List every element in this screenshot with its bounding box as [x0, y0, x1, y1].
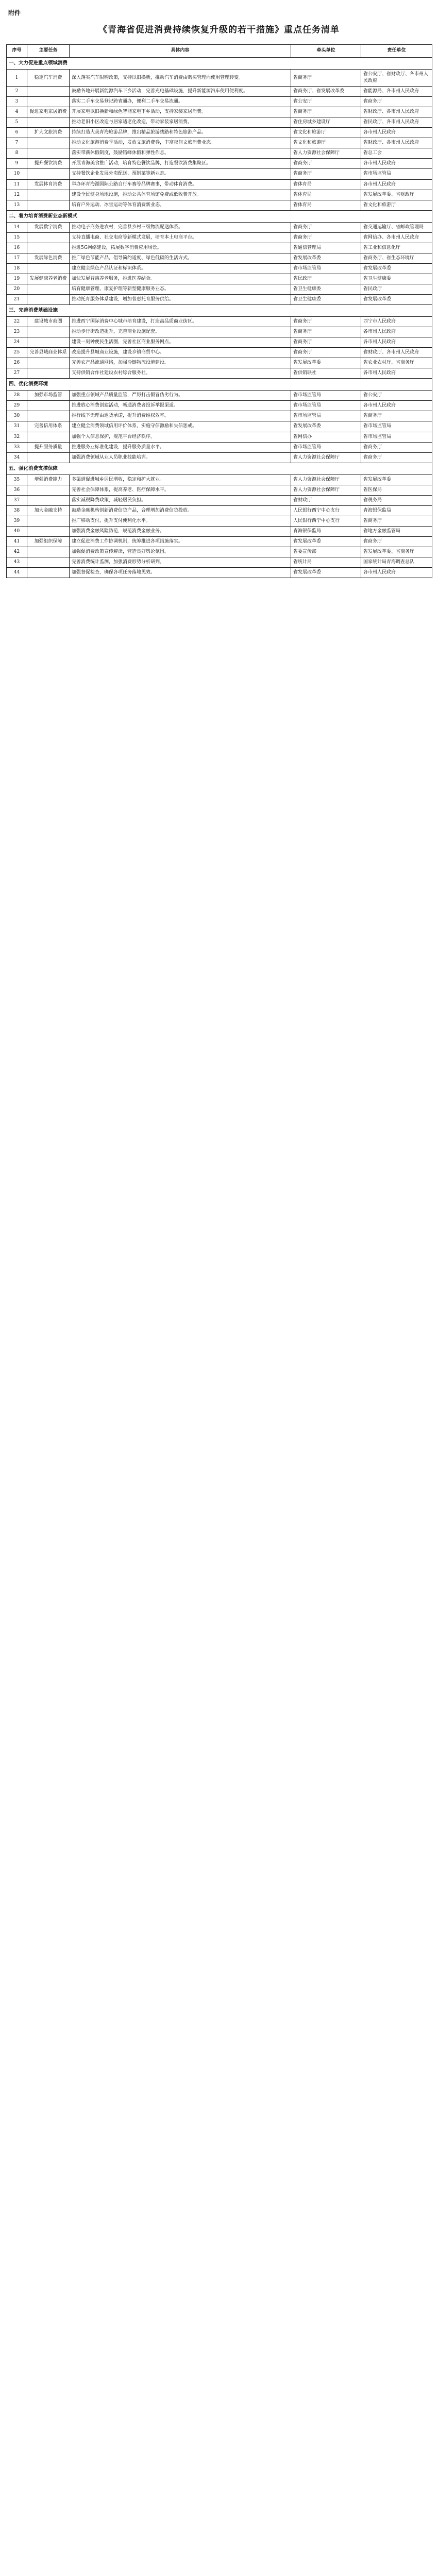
- row-lead-unit: 省市场监管局: [291, 401, 361, 411]
- section-heading: 一、大力促进重点领域消费: [7, 58, 432, 70]
- row-number: 24: [7, 337, 27, 348]
- row-lead-unit: 省商务厅: [291, 169, 361, 179]
- row-lead-unit: 省人力资源社会保障厅: [291, 474, 361, 485]
- row-content: 完善消费统计监测，加强消费形势分析研判。: [70, 557, 291, 568]
- table-row: [7, 190, 432, 200]
- row-task: 促进家电家居消费: [27, 107, 70, 117]
- row-responsible-unit: 省商务厅: [361, 411, 432, 421]
- row-lead-unit: 省卫生健康委: [291, 294, 361, 304]
- row-content: 建立促进消费工作协调机制，统筹推进各项措施落实。: [70, 536, 291, 547]
- row-responsible-unit: 省商务厅: [361, 452, 432, 463]
- row-lead-unit: 省文化和旅游厅: [291, 128, 361, 138]
- table-row: [7, 222, 432, 232]
- row-responsible-unit: 各市州人民政府: [361, 159, 432, 169]
- row-responsible-unit: 青海银保监局: [361, 505, 432, 516]
- row-lead-unit: 省商务厅: [291, 159, 361, 169]
- row-content: 推动步行街改造提升，完善商业设施配套。: [70, 327, 291, 337]
- table-row: [7, 547, 432, 557]
- row-content: 完善农产品流通网络，加强冷链物流设施建设。: [70, 358, 291, 368]
- row-lead-unit: 省发展改革委: [291, 253, 361, 263]
- attachment-label: 附件: [8, 9, 21, 16]
- table-row: [7, 107, 432, 117]
- row-number: 40: [7, 526, 27, 536]
- row-number: 6: [7, 128, 27, 138]
- row-number: 19: [7, 274, 27, 284]
- row-lead-unit: 省统计局: [291, 557, 361, 568]
- row-content: 支持直播电商、社交电商等新模式发展，培育本土电商平台。: [70, 232, 291, 243]
- row-content: 推动老旧小区改造与居家适老化改造，带动家装家居消费。: [70, 117, 291, 128]
- table-row: [7, 495, 432, 505]
- table-row: [7, 274, 432, 284]
- row-task: [27, 516, 70, 526]
- row-task: 提升服务质量: [27, 442, 70, 452]
- row-task: [27, 401, 70, 411]
- row-task: [27, 232, 70, 243]
- row-responsible-unit: 各市州人民政府: [361, 128, 432, 138]
- row-task: [27, 263, 70, 274]
- row-content: 开展青海美食推广活动，培育特色餐饮品牌，打造餐饮消费集聚区。: [70, 159, 291, 169]
- section-row: [7, 210, 432, 222]
- section-row: [7, 379, 432, 391]
- row-task: 完善县域商业体系: [27, 348, 70, 358]
- row-task: 加强组织保障: [27, 536, 70, 547]
- row-responsible-unit: 各市州人民政府: [361, 568, 432, 578]
- row-number: 42: [7, 547, 27, 557]
- row-content: 建立健全绿色产品认证和标识体系。: [70, 263, 291, 274]
- row-content: 鼓励各地开展新能源汽车下乡活动，完善充电基础设施，提升新能源汽车使用便利度。: [70, 87, 291, 97]
- row-responsible-unit: 省商务厅: [361, 97, 432, 107]
- row-responsible-unit: 省税务局: [361, 495, 432, 505]
- row-task: [27, 190, 70, 200]
- row-responsible-unit: 各市州人民政府: [361, 368, 432, 379]
- table-row: [7, 97, 432, 107]
- table-row: [7, 442, 432, 452]
- row-lead-unit: 省商务厅: [291, 327, 361, 337]
- row-content: 加强促消费政策宣传解读，营造良好舆论氛围。: [70, 547, 291, 557]
- row-task: 发展绿色消费: [27, 253, 70, 263]
- table-row: [7, 557, 432, 568]
- row-task: [27, 200, 70, 210]
- row-content: 落实二手车交易登记跨省通办，便利二手车交易流通。: [70, 97, 291, 107]
- row-responsible-unit: 省总工会: [361, 148, 432, 159]
- row-number: 30: [7, 411, 27, 421]
- row-responsible-unit: 国家统计局青海调查总队: [361, 557, 432, 568]
- row-number: 1: [7, 70, 27, 87]
- row-lead-unit: 省商务厅: [291, 337, 361, 348]
- row-task: [27, 547, 70, 557]
- header-task: 主要任务: [27, 45, 70, 58]
- row-number: 31: [7, 421, 27, 432]
- row-lead-unit: 省商务厅: [291, 222, 361, 232]
- table-row: [7, 516, 432, 526]
- document-title: 《青海省促进消费持续恢复升级的若干措施》重点任务清单: [98, 25, 340, 35]
- table-row: [7, 128, 432, 138]
- header-content: 具体内容: [70, 45, 291, 58]
- row-lead-unit: 省商务厅: [291, 317, 361, 327]
- row-number: 11: [7, 179, 27, 190]
- row-responsible-unit: 省商务厅: [361, 536, 432, 547]
- header-responsible-unit: 责任单位: [361, 45, 432, 58]
- table-row: [7, 200, 432, 210]
- table-row: [7, 452, 432, 463]
- row-content: 落实带薪休假制度，鼓励错峰休假和弹性作息。: [70, 148, 291, 159]
- row-content: 加强消费金融风险防范，规范消费金融业务。: [70, 526, 291, 536]
- row-responsible-unit: 省发展改革委、省商务厅: [361, 547, 432, 557]
- row-lead-unit: 省体育局: [291, 179, 361, 190]
- row-content: 鼓励金融机构创新消费信贷产品，合理增加消费信贷投放。: [70, 505, 291, 516]
- row-responsible-unit: 省卫生健康委: [361, 274, 432, 284]
- row-lead-unit: 省人力资源社会保障厅: [291, 148, 361, 159]
- row-content: 多渠道促进城乡居民增收，稳定和扩大就业。: [70, 474, 291, 485]
- row-number: 10: [7, 169, 27, 179]
- row-responsible-unit: 省医保局: [361, 485, 432, 495]
- row-content: 推广移动支付，提升支付便利化水平。: [70, 516, 291, 526]
- row-content: 推进服务业标准化建设，提升服务质量水平。: [70, 442, 291, 452]
- row-task: [27, 138, 70, 148]
- section-row: [7, 58, 432, 70]
- row-lead-unit: 省财政厅: [291, 495, 361, 505]
- row-task: [27, 97, 70, 107]
- table-row: [7, 391, 432, 401]
- row-responsible-unit: 省发展改革委、省财政厅: [361, 190, 432, 200]
- row-content: 加强重点领域产品质量监管，严厉打击假冒伪劣行为。: [70, 391, 291, 401]
- row-task: 稳定汽车消费: [27, 70, 70, 87]
- row-number: 15: [7, 232, 27, 243]
- row-number: 37: [7, 495, 27, 505]
- row-content: 改造提升县城商业设施，建设乡镇商贸中心。: [70, 348, 291, 358]
- row-task: 完善信用体系: [27, 421, 70, 432]
- row-task: 发展体育消费: [27, 179, 70, 190]
- row-number: 14: [7, 222, 27, 232]
- row-content: 培育健康管理、康复护理等新型健康服务业态。: [70, 284, 291, 294]
- row-content: 推动文化旅游消费季活动，发放文旅消费券，丰富夜间文旅消费业态。: [70, 138, 291, 148]
- row-responsible-unit: 省商务厅: [361, 442, 432, 452]
- row-responsible-unit: 省发展改革委: [361, 474, 432, 485]
- row-lead-unit: 省公安厅: [291, 97, 361, 107]
- row-lead-unit: 省人力资源社会保障厅: [291, 452, 361, 463]
- row-task: [27, 294, 70, 304]
- table-row: [7, 232, 432, 243]
- row-number: 18: [7, 263, 27, 274]
- row-lead-unit: 省文化和旅游厅: [291, 138, 361, 148]
- row-number: 25: [7, 348, 27, 358]
- task-list-table: [6, 44, 432, 578]
- row-task: [27, 452, 70, 463]
- row-number: 20: [7, 284, 27, 294]
- table-row: [7, 432, 432, 442]
- row-lead-unit: 青海银保监局: [291, 526, 361, 536]
- row-lead-unit: 人民银行西宁中心支行: [291, 505, 361, 516]
- row-content: 支持餐饮企业发展外卖配送、预制菜等新业态。: [70, 169, 291, 179]
- table-row: [7, 358, 432, 368]
- row-task: [27, 284, 70, 294]
- row-number: 41: [7, 536, 27, 547]
- row-responsible-unit: 省民政厅: [361, 284, 432, 294]
- row-task: [27, 169, 70, 179]
- row-content: 推进5G网络建设，拓展数字消费应用场景。: [70, 243, 291, 253]
- row-responsible-unit: 省市场监管局: [361, 169, 432, 179]
- row-content: 推广绿色节能产品，倡导简约适度、绿色低碳的生活方式。: [70, 253, 291, 263]
- row-content: 建设一刻钟便民生活圈，完善社区商业服务网点。: [70, 337, 291, 348]
- row-number: 21: [7, 294, 27, 304]
- row-number: 3: [7, 97, 27, 107]
- row-content: 加快发展普惠养老服务，推进医养结合。: [70, 274, 291, 284]
- row-task: [27, 411, 70, 421]
- row-lead-unit: 省民政厅: [291, 274, 361, 284]
- row-responsible-unit: 省商务厅: [361, 516, 432, 526]
- table-row: [7, 505, 432, 516]
- row-task: [27, 495, 70, 505]
- row-lead-unit: 省商务厅: [291, 232, 361, 243]
- table-row: [7, 474, 432, 485]
- table-row: [7, 263, 432, 274]
- row-lead-unit: 省市场监管局: [291, 411, 361, 421]
- row-responsible-unit: 省网信办、各市州人民政府: [361, 232, 432, 243]
- table-row: [7, 348, 432, 358]
- row-responsible-unit: 各市州人民政府: [361, 401, 432, 411]
- row-number: 9: [7, 159, 27, 169]
- row-content: 落实减税降费政策，减轻居民负担。: [70, 495, 291, 505]
- row-content: 建立健全消费领域信用评价体系，实施守信激励和失信惩戒。: [70, 421, 291, 432]
- row-number: 4: [7, 107, 27, 117]
- row-responsible-unit: 省民政厅、各市州人民政府: [361, 117, 432, 128]
- row-responsible-unit: 省市场监管局: [361, 421, 432, 432]
- row-responsible-unit: 省财政厅、各市州人民政府: [361, 107, 432, 117]
- table-row: [7, 337, 432, 348]
- row-responsible-unit: 西宁市人民政府: [361, 317, 432, 327]
- row-number: 26: [7, 358, 27, 368]
- row-content: 推动电子商务进农村，完善县乡村三级物流配送体系。: [70, 222, 291, 232]
- row-number: 32: [7, 432, 27, 442]
- table-row: [7, 411, 432, 421]
- row-number: 44: [7, 568, 27, 578]
- row-responsible-unit: 省财政厅、各市州人民政府: [361, 138, 432, 148]
- row-content: 加强消费领域从业人员职业技能培训。: [70, 452, 291, 463]
- row-responsible-unit: 省市场监管局: [361, 432, 432, 442]
- row-lead-unit: 省发展改革委: [291, 568, 361, 578]
- row-content: 支持供销合作社建设农村综合服务社。: [70, 368, 291, 379]
- row-lead-unit: 省商务厅: [291, 107, 361, 117]
- row-number: 28: [7, 391, 27, 401]
- row-number: 38: [7, 505, 27, 516]
- table-row: [7, 284, 432, 294]
- row-responsible-unit: 省工业和信息化厅: [361, 243, 432, 253]
- row-content: 推进放心消费创建活动，畅通消费者投诉举报渠道。: [70, 401, 291, 411]
- row-content: 建设全民健身场地设施，推动公共体育场馆免费或低收费开放。: [70, 190, 291, 200]
- row-number: 29: [7, 401, 27, 411]
- row-lead-unit: 省商务厅、省发展改革委: [291, 87, 361, 97]
- row-content: 完善社会保障体系，提高养老、医疗保障水平。: [70, 485, 291, 495]
- row-task: 建设城市商圈: [27, 317, 70, 327]
- row-task: 增强消费能力: [27, 474, 70, 485]
- table-row: [7, 148, 432, 159]
- row-content: 举办环青海湖国际公路自行车赛等品牌赛事，带动体育消费。: [70, 179, 291, 190]
- table-row: [7, 117, 432, 128]
- row-responsible-unit: 省地方金融监管局: [361, 526, 432, 536]
- row-lead-unit: 省市场监管局: [291, 391, 361, 401]
- row-lead-unit: 省体育局: [291, 200, 361, 210]
- table-row: [7, 526, 432, 536]
- row-number: 8: [7, 148, 27, 159]
- row-task: 发展数字消费: [27, 222, 70, 232]
- row-number: 36: [7, 485, 27, 495]
- table-row: [7, 87, 432, 97]
- row-lead-unit: 省商务厅: [291, 70, 361, 87]
- row-task: 提升餐饮消费: [27, 159, 70, 169]
- row-responsible-unit: 省交通运输厅、省邮政管理局: [361, 222, 432, 232]
- row-content: 深入落实汽车限购政策，支持以旧换新，推动汽车消费由购买管理向使用管理转变。: [70, 70, 291, 87]
- table-row: [7, 179, 432, 190]
- row-content: 加强督促检查，确保各项任务落地见效。: [70, 568, 291, 578]
- row-responsible-unit: 省商务厅、省生态环境厅: [361, 253, 432, 263]
- row-responsible-unit: 各市州人民政府: [361, 179, 432, 190]
- row-responsible-unit: 省文化和旅游厅: [361, 200, 432, 210]
- row-responsible-unit: 省财政厅、各市州人民政府: [361, 348, 432, 358]
- row-task: 扩大文旅消费: [27, 128, 70, 138]
- row-task: [27, 327, 70, 337]
- row-lead-unit: 省人力资源社会保障厅: [291, 485, 361, 495]
- table-row: [7, 169, 432, 179]
- row-task: 发展健康养老消费: [27, 274, 70, 284]
- table-row: [7, 138, 432, 148]
- row-content: 培育户外运动、冰雪运动等体育消费新业态。: [70, 200, 291, 210]
- row-content: 推进西宁国际消费中心城市培育建设，打造高品质商业街区。: [70, 317, 291, 327]
- row-task: 加大金融支持: [27, 505, 70, 516]
- section-row: [7, 463, 432, 474]
- table-row: [7, 253, 432, 263]
- row-task: [27, 526, 70, 536]
- row-number: 39: [7, 516, 27, 526]
- row-lead-unit: 人民银行西宁中心支行: [291, 516, 361, 526]
- table-row: [7, 485, 432, 495]
- row-content: 持续打造大美青海旅游品牌，推出精品旅游线路和特色旅游产品。: [70, 128, 291, 138]
- row-responsible-unit: 省公安厅: [361, 391, 432, 401]
- row-task: [27, 337, 70, 348]
- header-lead-unit: 牵头单位: [291, 45, 361, 58]
- row-lead-unit: 省委宣传部: [291, 547, 361, 557]
- row-responsible-unit: 各市州人民政府: [361, 327, 432, 337]
- table-row: [7, 70, 432, 87]
- task-list-body: [7, 45, 432, 578]
- row-number: 12: [7, 190, 27, 200]
- row-task: [27, 485, 70, 495]
- row-lead-unit: 省卫生健康委: [291, 284, 361, 294]
- row-number: 34: [7, 452, 27, 463]
- section-row: [7, 305, 432, 317]
- row-number: 17: [7, 253, 27, 263]
- row-lead-unit: 省商务厅: [291, 348, 361, 358]
- row-task: [27, 87, 70, 97]
- row-task: [27, 243, 70, 253]
- row-number: 5: [7, 117, 27, 128]
- row-number: 2: [7, 87, 27, 97]
- row-responsible-unit: 各市州人民政府: [361, 337, 432, 348]
- section-heading: 四、优化消费环境: [7, 379, 432, 391]
- table-row: [7, 294, 432, 304]
- table-row: [7, 401, 432, 411]
- header-row: [7, 45, 432, 58]
- row-responsible-unit: 省农业农村厅、省商务厅: [361, 358, 432, 368]
- row-lead-unit: 省市场监管局: [291, 263, 361, 274]
- row-lead-unit: 省发展改革委: [291, 358, 361, 368]
- row-number: 22: [7, 317, 27, 327]
- row-task: [27, 557, 70, 568]
- row-content: 推动托育服务体系建设，增加普惠托育服务供给。: [70, 294, 291, 304]
- table-row: [7, 243, 432, 253]
- row-responsible-unit: 省能源局、各市州人民政府: [361, 87, 432, 97]
- row-lead-unit: 省网信办: [291, 432, 361, 442]
- row-number: 23: [7, 327, 27, 337]
- row-number: 33: [7, 442, 27, 452]
- row-task: [27, 117, 70, 128]
- row-task: [27, 432, 70, 442]
- row-responsible-unit: 省发展改革委: [361, 263, 432, 274]
- row-lead-unit: 省通信管理局: [291, 243, 361, 253]
- row-content: 加强个人信息保护，规范平台经济秩序。: [70, 432, 291, 442]
- table-row: [7, 568, 432, 578]
- row-responsible-unit: 省发展改革委: [361, 294, 432, 304]
- row-responsible-unit: 省公安厅、省财政厅、各市州人民政府: [361, 70, 432, 87]
- header-number: 序号: [7, 45, 27, 58]
- table-row: [7, 368, 432, 379]
- table-row: [7, 159, 432, 169]
- row-task: 加强市场监管: [27, 391, 70, 401]
- row-lead-unit: 省市场监管局: [291, 442, 361, 452]
- row-lead-unit: 省供销联社: [291, 368, 361, 379]
- row-number: 27: [7, 368, 27, 379]
- table-row: [7, 536, 432, 547]
- section-heading: 三、完善消费基础设施: [7, 305, 432, 317]
- row-lead-unit: 省体育局: [291, 190, 361, 200]
- table-row: [7, 327, 432, 337]
- row-number: 16: [7, 243, 27, 253]
- row-number: 13: [7, 200, 27, 210]
- table-row: [7, 421, 432, 432]
- section-heading: 五、强化消费支撑保障: [7, 463, 432, 474]
- table-row: [7, 317, 432, 327]
- row-content: 开展家电以旧换新和绿色智能家电下乡活动，支持家装家居消费。: [70, 107, 291, 117]
- row-number: 7: [7, 138, 27, 148]
- row-number: 43: [7, 557, 27, 568]
- row-lead-unit: 省发展改革委: [291, 536, 361, 547]
- section-heading: 二、着力培育消费新业态新模式: [7, 210, 432, 222]
- row-number: 35: [7, 474, 27, 485]
- row-content: 推行线下无理由退货承诺，提升消费维权效率。: [70, 411, 291, 421]
- row-lead-unit: 省发展改革委: [291, 421, 361, 432]
- row-lead-unit: 省住房城乡建设厅: [291, 117, 361, 128]
- row-task: [27, 368, 70, 379]
- row-task: [27, 568, 70, 578]
- row-task: [27, 148, 70, 159]
- row-task: [27, 358, 70, 368]
